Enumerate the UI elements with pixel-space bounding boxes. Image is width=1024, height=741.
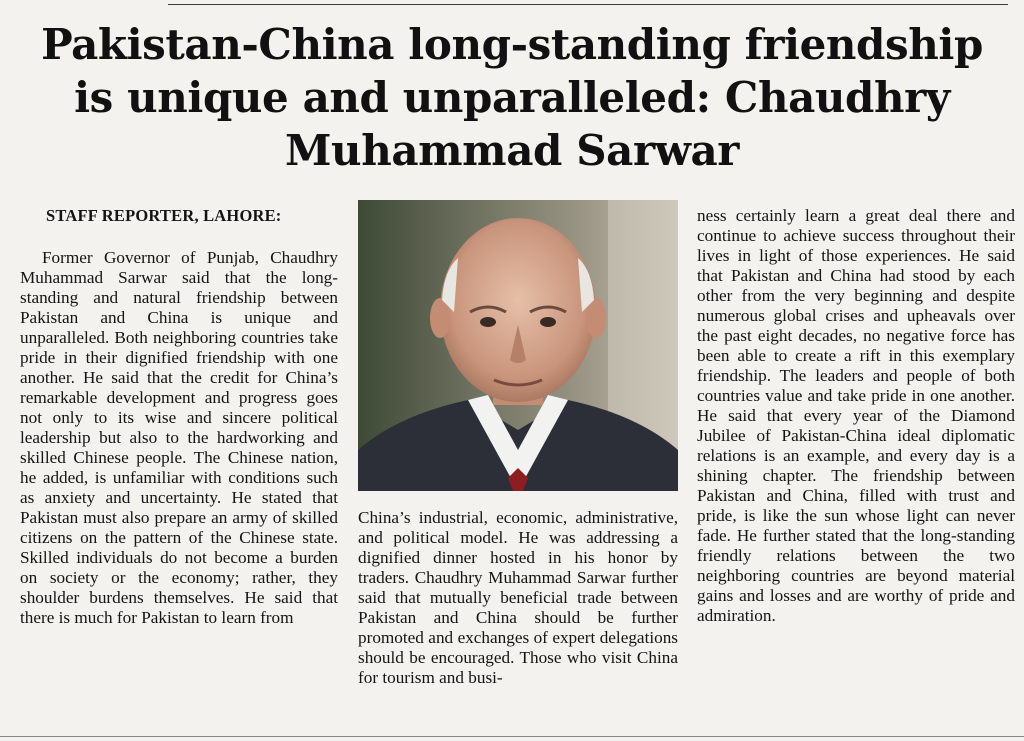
bottom-rule (0, 736, 1024, 737)
portrait-illustration (358, 200, 678, 491)
article-column-1 (20, 248, 338, 628)
headline-line-1: Pakistan-China long-standing friendship (41, 20, 983, 69)
headline-line-2: is unique and unparalleled: Chaudhry (74, 73, 950, 122)
article-column-2 (358, 508, 678, 688)
article-column-3 (697, 206, 1015, 626)
portrait-photo (358, 200, 678, 491)
byline: STAFF REPORTER, LAHORE: (46, 206, 282, 225)
column-1-text: Former Governor of Punjab, Chaudhry Muhammad Sarwar said that the long-standing and natural friendship between Pakistan and China is unique and unparalleled. Both neighboring countries take pride in their dignified friendship with one another. He said that the credit for China’s remarkable development and progress goes not only to its wise and sincere political leadership but also to the hardworking and skilled Chinese people. The Chinese nation, he added, is unfamiliar with conditions such as anxiety and uncertainty. He stated that Pakistan must also prepare an army of skilled citizens on the pattern of the Chinese state. Skilled individuals do not become a burden on society or the economy; rather, they shoulder burdens themselves. He said that there is much for Pakistan to learn from (20, 248, 338, 627)
column-2-text: China’s industrial, economic, administrative, and political model. He was addressing a dignified dinner hosted in his honor by traders. Chaudhry Muhammad Sarwar further said that mutually beneficial trade between Pakistan and China should be further promoted and exchanges of expert delegations should be encouraged. Those who visit China for tourism and busi- (358, 508, 678, 687)
headline-line-3: Muhammad Sarwar (284, 126, 740, 175)
top-rule (168, 4, 1008, 5)
column-3-text: ness certainly learn a great deal there and continue to achieve success throughout their lives in light of those experiences. He said that Pakistan and China had stood by each other from the very beginning and despite numerous global crises and upheavals over the past eight decades, no negative force has been able to create a rift in this exemplary friendship. The leaders and people of both countries value and take pride in one another. He said that every year of the Diamond Jubilee of Pakistan-China ideal diplomatic relations is an example, and every day is a shining chapter. The friendship between Pakistan and China, filled with trust and pride, is like the sun whose light can never fade. He further stated that the long-standing friendly relations between the two neighboring countries are beyond material gains and losses and are worthy of pride and admiration. (697, 206, 1015, 625)
headline (0, 18, 1024, 177)
